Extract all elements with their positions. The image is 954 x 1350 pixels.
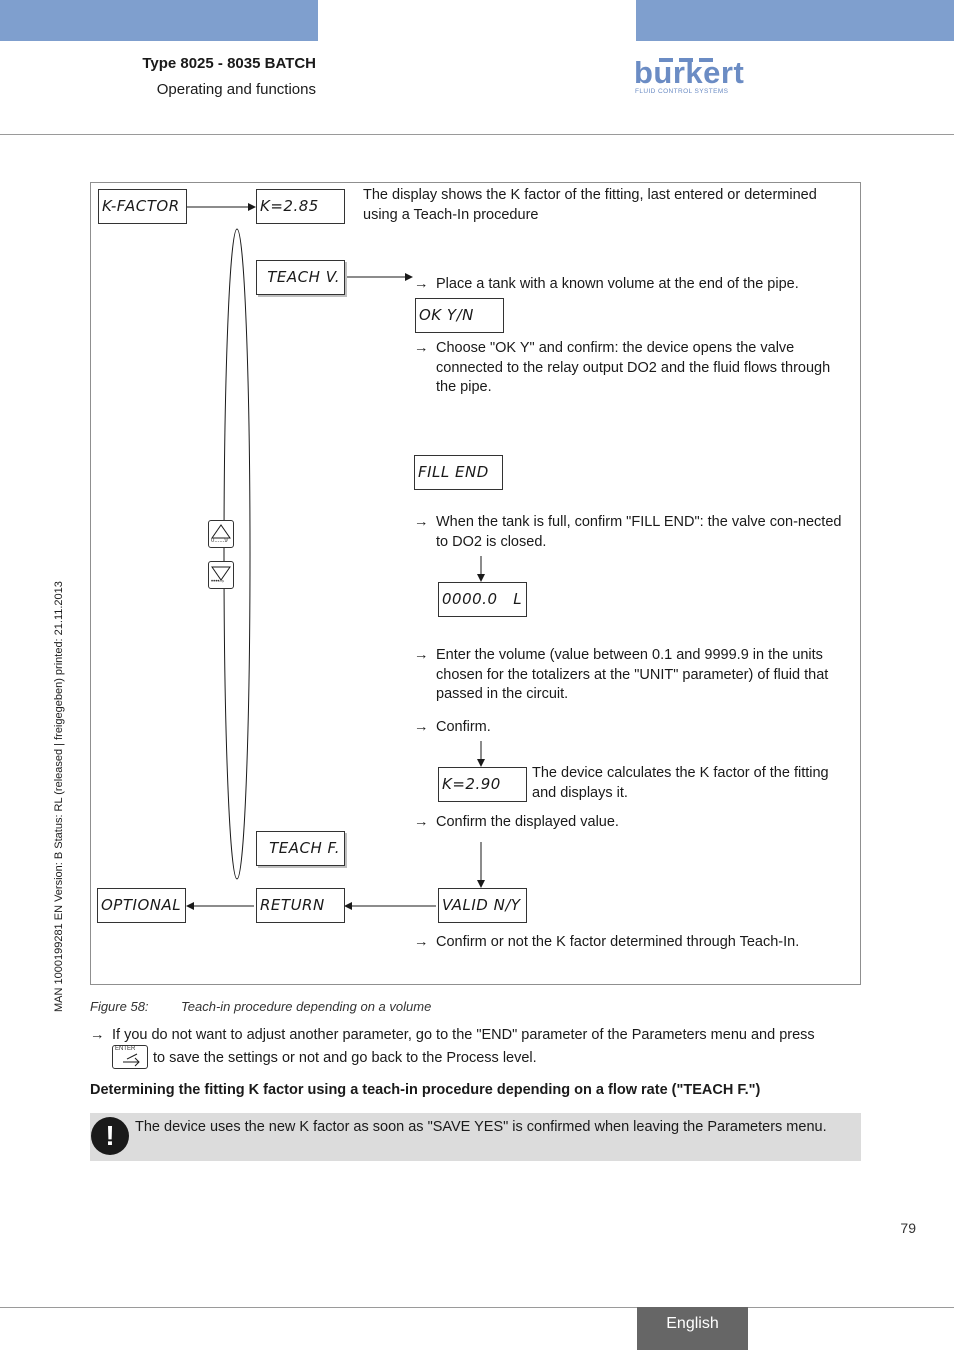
step-confirm: → Confirm. xyxy=(414,718,846,738)
step-place-tank: → Place a tank with a known volume at the end of the pipe. xyxy=(414,275,866,295)
display-teach-v: TEACH V. xyxy=(256,260,345,295)
figure-number: Figure 58: xyxy=(90,999,149,1014)
language-tab: English xyxy=(637,1307,748,1350)
enter-key-label: ENTER xyxy=(115,1046,136,1052)
step-choose-ok: → Choose "OK Y" and confirm: the device opens the valve connected to the relay output DO2 and the fluid flows through the pipe. xyxy=(414,340,831,395)
enter-key-symbol-icon xyxy=(113,1046,147,1068)
display-volume: 0000.0 L xyxy=(438,582,527,617)
display-k-factor: K-FACTOR xyxy=(98,189,187,224)
enter-key-icon xyxy=(112,1045,148,1069)
exclamation-icon: ! xyxy=(91,1117,129,1155)
step-tank-full: → When the tank is full, confirm "FILL END": the valve con-nected to DO2 is closed. xyxy=(414,514,842,550)
key-down-label: ••••⇨ xyxy=(211,579,225,585)
display-k-value: K=2.85 xyxy=(256,189,345,224)
note-k-display: The display shows the K factor of the fitting, last entered or determined using a Teach-In procedure xyxy=(363,187,817,223)
display-valid-ny: VALID N/Y xyxy=(438,888,527,923)
figure-caption xyxy=(90,999,431,1014)
display-return: RETURN xyxy=(256,888,345,923)
document-side-info: MAN 1000199281 EN Version: B Status: RL (released | freigegeben) printed: 21.11.2013 xyxy=(53,581,65,1012)
warning-text: The device uses the new K factor as soon as "SAVE YES" is confirmed when leaving the Parameters menu. xyxy=(135,1119,827,1135)
arrow-icon: → xyxy=(414,340,429,356)
arrow-icon: → xyxy=(414,719,429,735)
instruction-line1: If you do not want to adjust another parameter, go to the "END" parameter of the Parameters menu and press xyxy=(112,1027,815,1043)
step-confirm-displayed: → Confirm the displayed value. xyxy=(414,813,846,833)
section-heading: Determining the fitting K factor using a teach-in procedure depending on a flow rate ("TEACH F.") xyxy=(90,1082,761,1098)
display-teach-f: TEACH F. xyxy=(256,831,345,866)
arrow-icon: → xyxy=(414,814,429,830)
display-ok-yn: OK Y/N xyxy=(415,298,504,333)
display-k-new: K=2.90 xyxy=(438,767,527,802)
arrow-icon: → xyxy=(414,647,429,663)
document-title: Type 8025 - 8035 BATCH xyxy=(142,55,316,72)
footer-divider xyxy=(0,1307,954,1308)
note-k-calc: The device calculates the K factor of the fitting and displays it. xyxy=(532,765,829,801)
arrow-icon: → xyxy=(414,514,429,530)
step-confirm-or-not: → Confirm or not the K factor determined through Teach-In. xyxy=(414,933,866,953)
logo-tagline: FLUID CONTROL SYSTEMS xyxy=(635,88,729,95)
page-number: 79 xyxy=(900,1220,916,1236)
key-up-label: 0......9 xyxy=(211,538,228,544)
display-fill-end: FILL END xyxy=(414,455,503,490)
step-enter-volume: → Enter the volume (value between 0.1 and 9999.9 in the units chosen for the totalizers at the "UNIT" parameter) of fluid that passed in the circuit. xyxy=(414,647,829,702)
document-subtitle: Operating and functions xyxy=(156,81,316,98)
logo-wordmark: burkert xyxy=(634,55,745,90)
display-optional: OPTIONAL xyxy=(97,888,186,923)
figure-text: Teach-in procedure depending on a volume xyxy=(181,999,432,1014)
warning-box xyxy=(90,1113,861,1161)
instruction-line2: to save the settings or not and go back to the Process level. xyxy=(153,1050,537,1066)
arrow-icon: → xyxy=(414,934,429,950)
arrow-icon: → xyxy=(414,276,429,292)
arrow-icon: → xyxy=(90,1027,105,1043)
instruction-adjust xyxy=(90,1026,882,1046)
